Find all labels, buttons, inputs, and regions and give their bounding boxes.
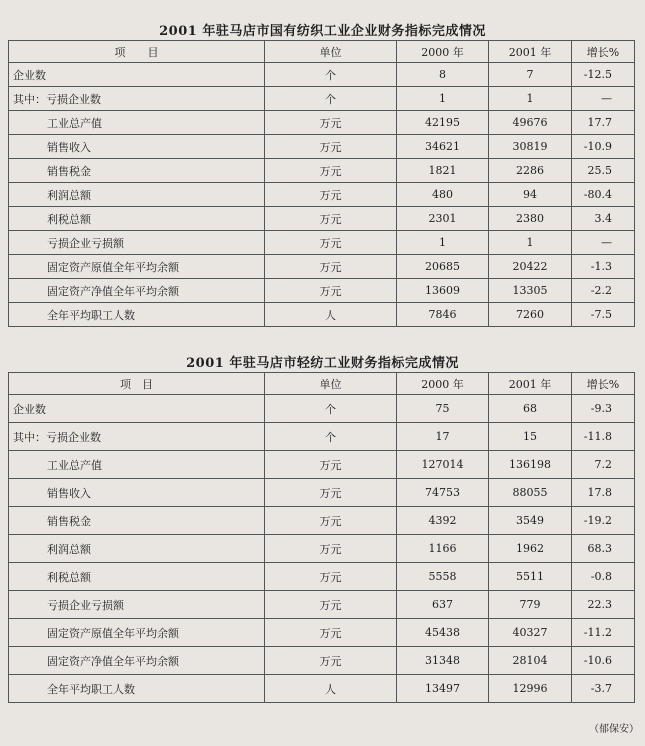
row-unit: 万元 <box>265 183 397 207</box>
table-row <box>9 619 635 647</box>
row-growth: -7.5 <box>572 303 635 327</box>
row-value-2000: 31348 <box>397 647 489 675</box>
row-value-2000: 42195 <box>397 111 489 135</box>
row-value-2001: 12996 <box>489 675 572 703</box>
header-growth: 增长% <box>572 373 635 395</box>
row-growth: -2.2 <box>572 279 635 303</box>
row-unit: 万元 <box>265 619 397 647</box>
row-name: 亏损企业亏损额 <box>9 591 265 619</box>
row-value-2000: 1166 <box>397 535 489 563</box>
row-value-2001: 136198 <box>489 451 572 479</box>
row-growth: -11.8 <box>572 423 635 451</box>
row-value-2000: 13609 <box>397 279 489 303</box>
row-value-2000: 74753 <box>397 479 489 507</box>
row-value-2001: 20422 <box>489 255 572 279</box>
row-name: 企业数 <box>9 395 265 423</box>
row-value-2000: 75 <box>397 395 489 423</box>
row-name: 固定资产原值全年平均余额 <box>9 255 265 279</box>
row-unit: 万元 <box>265 135 397 159</box>
row-value-2000: 5558 <box>397 563 489 591</box>
row-value-2000: 8 <box>397 63 489 87</box>
row-growth: 7.2 <box>572 451 635 479</box>
row-value-2001: 7260 <box>489 303 572 327</box>
row-growth: 3.4 <box>572 207 635 231</box>
table-row <box>9 647 635 675</box>
row-value-2001: 1962 <box>489 535 572 563</box>
table-row <box>9 423 635 451</box>
row-unit: 万元 <box>265 279 397 303</box>
finance-table-state-owned <box>8 40 635 327</box>
row-value-2001: 1 <box>489 231 572 255</box>
row-growth: — <box>572 87 635 111</box>
table-row <box>9 231 635 255</box>
row-growth: -10.6 <box>572 647 635 675</box>
row-value-2000: 45438 <box>397 619 489 647</box>
table-row <box>9 111 635 135</box>
table-row <box>9 591 635 619</box>
row-value-2000: 1821 <box>397 159 489 183</box>
table-row <box>9 279 635 303</box>
table-row <box>9 207 635 231</box>
row-value-2001: 2380 <box>489 207 572 231</box>
row-growth: -12.5 <box>572 63 635 87</box>
row-unit: 个 <box>265 63 397 87</box>
row-value-2001: 779 <box>489 591 572 619</box>
row-value-2000: 127014 <box>397 451 489 479</box>
row-growth: 17.8 <box>572 479 635 507</box>
row-name: 固定资产净值全年平均余额 <box>9 279 265 303</box>
row-value-2001: 2286 <box>489 159 572 183</box>
author-note: （郁保安） <box>589 724 639 735</box>
row-unit: 个 <box>265 87 397 111</box>
row-name: 全年平均职工人数 <box>9 675 265 703</box>
row-value-2001: 40327 <box>489 619 572 647</box>
row-value-2001: 15 <box>489 423 572 451</box>
row-value-2000: 13497 <box>397 675 489 703</box>
row-name: 其中：亏损企业数 <box>9 423 265 451</box>
row-unit: 万元 <box>265 231 397 255</box>
row-value-2001: 3549 <box>489 507 572 535</box>
table-row <box>9 395 635 423</box>
row-unit: 万元 <box>265 535 397 563</box>
row-name: 利润总额 <box>9 183 265 207</box>
row-name: 销售税金 <box>9 507 265 535</box>
row-unit: 万元 <box>265 647 397 675</box>
row-name: 销售税金 <box>9 159 265 183</box>
row-value-2001: 88055 <box>489 479 572 507</box>
row-value-2001: 1 <box>489 87 572 111</box>
header-unit: 单位 <box>265 373 397 395</box>
row-name: 销售收入 <box>9 135 265 159</box>
row-unit: 人 <box>265 675 397 703</box>
row-name: 工业总产值 <box>9 451 265 479</box>
row-value-2000: 1 <box>397 231 489 255</box>
row-value-2001: 68 <box>489 395 572 423</box>
header-unit: 单位 <box>265 41 397 63</box>
header-2000: 2000 年 <box>397 373 489 395</box>
row-value-2000: 17 <box>397 423 489 451</box>
row-name: 固定资产原值全年平均余额 <box>9 619 265 647</box>
row-name: 企业数 <box>9 63 265 87</box>
table-row <box>9 563 635 591</box>
row-unit: 个 <box>265 395 397 423</box>
row-unit: 万元 <box>265 507 397 535</box>
row-value-2000: 480 <box>397 183 489 207</box>
row-growth: -1.3 <box>572 255 635 279</box>
row-name: 其中：亏损企业数 <box>9 87 265 111</box>
table-header-row <box>9 41 635 63</box>
row-name: 固定资产净值全年平均余额 <box>9 647 265 675</box>
row-name: 亏损企业亏损额 <box>9 231 265 255</box>
table1-title: 2001 年驻马店市国有纺织工业企业财务指标完成情况 <box>159 24 486 39</box>
row-value-2000: 7846 <box>397 303 489 327</box>
row-value-2000: 4392 <box>397 507 489 535</box>
row-name: 利税总额 <box>9 563 265 591</box>
row-unit: 万元 <box>265 255 397 279</box>
table-row <box>9 535 635 563</box>
table-header-row <box>9 373 635 395</box>
row-value-2000: 20685 <box>397 255 489 279</box>
table-row <box>9 451 635 479</box>
row-value-2000: 34621 <box>397 135 489 159</box>
row-value-2001: 49676 <box>489 111 572 135</box>
header-item: 项 目 <box>9 41 265 63</box>
header-2000: 2000 年 <box>397 41 489 63</box>
row-unit: 个 <box>265 423 397 451</box>
row-value-2000: 1 <box>397 87 489 111</box>
row-growth: -19.2 <box>572 507 635 535</box>
row-growth: -10.9 <box>572 135 635 159</box>
table-row <box>9 135 635 159</box>
row-value-2000: 637 <box>397 591 489 619</box>
table2-title: 2001 年驻马店市轻纺工业财务指标完成情况 <box>186 356 459 371</box>
header-growth: 增长% <box>572 41 635 63</box>
row-growth: 68.3 <box>572 535 635 563</box>
row-unit: 人 <box>265 303 397 327</box>
row-value-2001: 7 <box>489 63 572 87</box>
row-unit: 万元 <box>265 207 397 231</box>
row-growth: -11.2 <box>572 619 635 647</box>
row-growth: 17.7 <box>572 111 635 135</box>
table-row <box>9 675 635 703</box>
row-unit: 万元 <box>265 111 397 135</box>
row-value-2001: 13305 <box>489 279 572 303</box>
row-value-2000: 2301 <box>397 207 489 231</box>
row-name: 利税总额 <box>9 207 265 231</box>
row-unit: 万元 <box>265 591 397 619</box>
row-unit: 万元 <box>265 563 397 591</box>
table-row <box>9 303 635 327</box>
row-value-2001: 94 <box>489 183 572 207</box>
row-name: 利润总额 <box>9 535 265 563</box>
table-row <box>9 63 635 87</box>
row-unit: 万元 <box>265 159 397 183</box>
row-growth: 25.5 <box>572 159 635 183</box>
table-row <box>9 507 635 535</box>
row-value-2001: 28104 <box>489 647 572 675</box>
row-growth: -9.3 <box>572 395 635 423</box>
table-row <box>9 255 635 279</box>
header-2001: 2001 年 <box>489 41 572 63</box>
row-value-2001: 30819 <box>489 135 572 159</box>
row-name: 工业总产值 <box>9 111 265 135</box>
table-row <box>9 183 635 207</box>
row-growth: -0.8 <box>572 563 635 591</box>
row-growth: -3.7 <box>572 675 635 703</box>
row-unit: 万元 <box>265 479 397 507</box>
header-item: 项 目 <box>9 373 265 395</box>
table-row <box>9 159 635 183</box>
row-growth: 22.3 <box>572 591 635 619</box>
row-name: 销售收入 <box>9 479 265 507</box>
table-row <box>9 87 635 111</box>
header-2001: 2001 年 <box>489 373 572 395</box>
table-row <box>9 479 635 507</box>
row-name: 全年平均职工人数 <box>9 303 265 327</box>
row-growth: -80.4 <box>572 183 635 207</box>
finance-table-light-textile <box>8 372 635 703</box>
row-value-2001: 5511 <box>489 563 572 591</box>
row-growth: — <box>572 231 635 255</box>
row-unit: 万元 <box>265 451 397 479</box>
